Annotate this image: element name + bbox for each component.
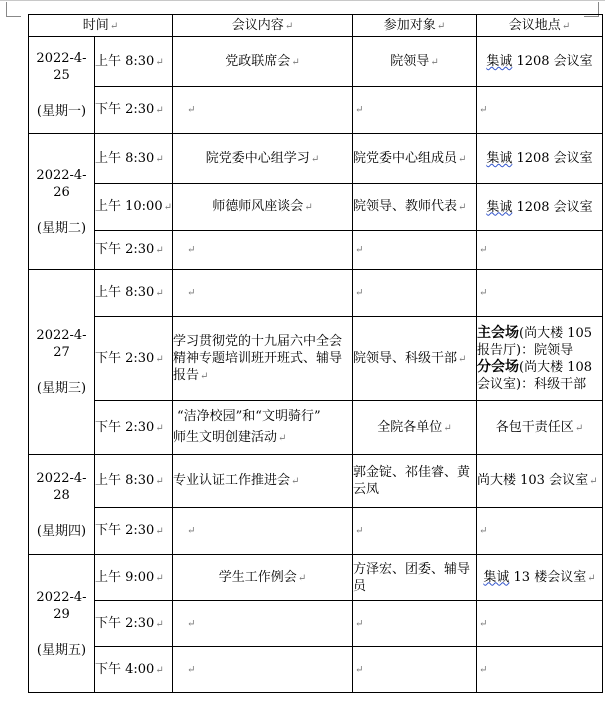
empty-cell: ↵ [477,231,603,270]
time-cell: 下午 2:30↵ [95,401,173,455]
table-row [29,647,603,693]
time-cell: 上午 8:30↵ [95,134,173,184]
empty-cell: ↵ [477,601,603,647]
time-cell: 上午 8:30↵ [95,455,173,508]
empty-cell: ↵ [353,508,477,555]
time-cell: 下午 4:00↵ [95,647,173,693]
location-cell: 集诚 1208 会议室 [477,134,603,184]
date-cell-wednesday: 2022-4-27 (星期三) [29,270,95,455]
meeting-schedule-table [28,14,603,693]
table-row [29,401,603,455]
table-row [29,601,603,647]
table-row [29,134,603,184]
header-time: 时间↵ [29,15,173,37]
participants-cell: 院领导、科级干部↵ [353,317,477,401]
location-cell: 主会场(尚大楼 105 报告厅)：院领导 分会场(尚大楼 108 会议室)：科级干部 [477,317,603,401]
left-margin-corner-mark [6,2,21,17]
content-cell: 党政联席会↵ [173,37,353,87]
empty-cell: ↵ [353,601,477,647]
participants-cell: 方泽宏、团委、辅导员 [353,555,477,601]
empty-cell: ↵ [477,647,603,693]
top-border-line [0,0,605,1]
participants-cell: 郭金锭、祁佳睿、黄云凤 [353,455,477,508]
table-row [29,455,603,508]
location-cell: 集诚 13 楼会议室↵ [477,555,603,601]
empty-cell: ↵ [477,270,603,317]
table-row [29,184,603,231]
location-cell: 尚大楼 103 会议室↵ [477,455,603,508]
date-cell-monday: 2022-4-25 (星期一) [29,37,95,134]
time-cell: 下午 2:30↵ [95,601,173,647]
time-cell: 上午 8:30↵ [95,270,173,317]
header-row [29,15,603,37]
header-location: 会议地点↵ [477,15,603,37]
empty-cell: ↵ [353,87,477,134]
time-cell: 下午 2:30↵ [95,317,173,401]
time-cell: 上午 10:00↵ [95,184,173,231]
date-cell-thursday: 2022-4-28 (星期四) [29,455,95,555]
location-cell: 集诚 1208 会议室 [477,184,603,231]
table-row [29,231,603,270]
participants-cell: 院领导↵ [353,37,477,87]
table-row [29,87,603,134]
empty-cell: ↵ [173,647,353,693]
table-row [29,37,603,87]
time-cell: 上午 8:30↵ [95,37,173,87]
empty-cell: ↵ [477,87,603,134]
empty-cell: ↵ [353,647,477,693]
table-row [29,508,603,555]
location-cell: 集诚 1208 会议室 [477,37,603,87]
empty-cell: ↵ [173,87,353,134]
empty-cell: ↵ [173,601,353,647]
empty-cell: ↵ [353,231,477,270]
content-cell: “洁净校园”和“文明骑行” 师生文明创建活动↵ [173,401,353,455]
time-cell: 下午 2:30↵ [95,508,173,555]
location-cell: 各包干责任区↵ [477,401,603,455]
content-cell: 专业认证工作推进会↵ [173,455,353,508]
empty-cell: ↵ [477,508,603,555]
empty-cell: ↵ [353,270,477,317]
participants-cell: 院领导、教师代表↵ [353,184,477,231]
date-cell-tuesday: 2022-4-26 (星期二) [29,134,95,270]
participants-cell: 全院各单位↵ [353,401,477,455]
header-participants: 参加对象↵ [353,15,477,37]
table-row [29,555,603,601]
table-row [29,270,603,317]
empty-cell: ↵ [173,270,353,317]
empty-cell: ↵ [173,508,353,555]
content-cell: 学生工作例会↵ [173,555,353,601]
empty-cell: ↵ [173,231,353,270]
time-cell: 上午 9:00↵ [95,555,173,601]
date-cell-friday: 2022-4-29 (星期五) [29,555,95,693]
content-cell: 师德师风座谈会↵ [173,184,353,231]
content-cell: 院党委中心组学习↵ [173,134,353,184]
time-cell: 下午 2:30↵ [95,231,173,270]
sub-venue-label: 分会场 [477,358,519,375]
header-content: 会议内容↵ [173,15,353,37]
table-row [29,317,603,401]
content-cell: 学习贯彻党的十九届六中全会精神专题培训班开班式、辅导报告↵ [173,317,353,401]
time-cell: 下午 2:30↵ [95,87,173,134]
main-venue-label: 主会场 [477,324,519,341]
participants-cell: 院党委中心组成员↵ [353,134,477,184]
